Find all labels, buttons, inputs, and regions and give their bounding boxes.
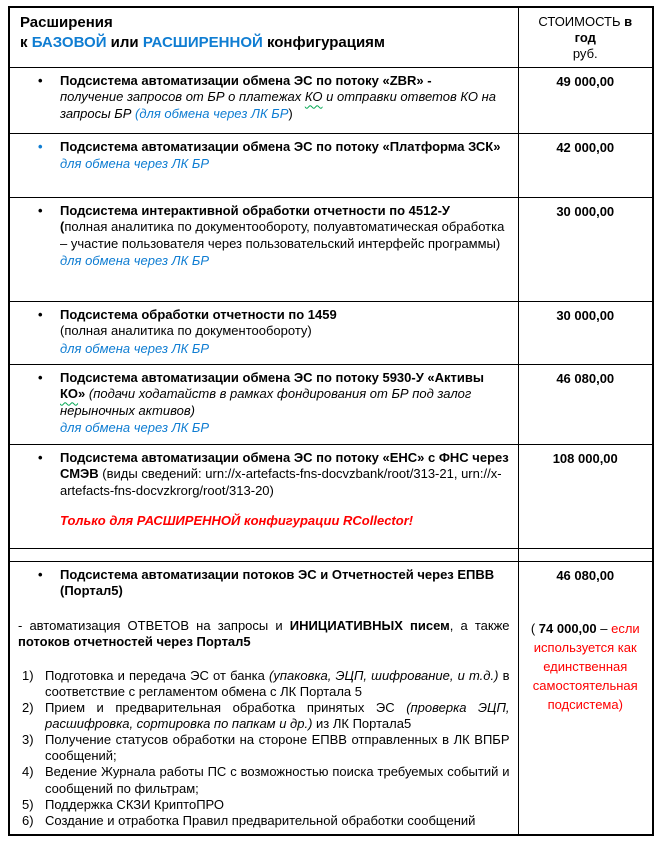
header-config-basic: БАЗОВОЙ	[31, 34, 107, 52]
row-zsk-text	[60, 139, 510, 172]
alt-price-open: (	[530, 621, 539, 637]
cost-unit: руб.	[572, 46, 598, 62]
row-title: Подсистема интерактивной обработки отчетности по 4512-У	[60, 203, 451, 219]
list-item	[22, 668, 510, 700]
list-item-text: Ведение Журнала работы ПС с возможностью поиска требуемых событий и сообщений по фильтрам;	[45, 764, 510, 796]
row-5930u-aktivy-ko	[9, 365, 653, 445]
para-part3: , а также	[449, 617, 510, 633]
alternative-price-note	[527, 620, 645, 714]
bullet-icon	[38, 307, 60, 356]
list-item-text: Подготовка и передача ЭС от банка	[45, 667, 269, 683]
row-ens-text	[60, 450, 510, 528]
bullet-icon	[38, 139, 60, 172]
row-description: получение запросов от БР о платежах	[60, 89, 305, 105]
price-value: 30 000,00	[518, 302, 653, 365]
para-part2: на запросы и	[189, 617, 290, 633]
list-item-number: 3)	[22, 732, 34, 748]
list-item-text-cont: из ЛК Портала5	[312, 716, 412, 732]
row-title: Подсистема автоматизации обмена ЭС по потоку 5930-У «Активы	[60, 370, 484, 386]
desc-open-paren: (	[60, 219, 65, 235]
list-item	[22, 700, 510, 732]
list-item-italic: (упаковка, ЭЦП, шифрование, и т.д.)	[269, 667, 499, 683]
para-bold-initiative: ИНИЦИАТИВНЫХ писем	[289, 617, 450, 633]
row-4512u	[9, 198, 653, 302]
row-5930u-text	[60, 370, 510, 435]
exchange-note: для обмена через ЛК БР	[60, 156, 209, 172]
para-caps-otvetov: ОТВЕТОВ	[127, 617, 190, 633]
table-header-row	[9, 7, 653, 68]
header-line2-mid: или	[106, 34, 143, 52]
cost-caps: СТОИМОСТЬ	[538, 14, 621, 29]
bullet-icon	[38, 567, 60, 599]
list-item-text: Получение статусов обработки на стороне ЕПВВ отправленных в ЛК ВПБР сообщений;	[45, 732, 510, 764]
row-epvv-title-wrap	[60, 567, 510, 599]
list-item-text-cont: в соответствие с регламентом обмена с ЛК Портала 5	[45, 667, 510, 699]
header-line1: Расширения	[20, 14, 113, 31]
list-item	[22, 764, 510, 796]
row-description-cont: и отправки ответов КО на запросы БР	[60, 89, 496, 121]
row-ens-fns-smev	[9, 445, 653, 549]
header-extensions-title	[9, 7, 518, 68]
list-item-text: Создание и отработка Правил предварительной обработки сообщений	[45, 812, 476, 828]
bullet-icon	[38, 370, 60, 435]
rcollector-warning: Только для РАСШИРЕННОЙ конфигурации RCollector!	[60, 512, 414, 528]
row-title: Подсистема автоматизации обмена ЭС по потоку «ZBR» -	[60, 73, 432, 89]
price-value: 30 000,00	[518, 198, 653, 302]
row-title: Подсистема автоматизации обмена ЭС по потоку «Платформа ЗСК»	[60, 139, 501, 155]
row-title: Подсистема обработки отчетности по 1459	[60, 307, 337, 323]
alt-price-dash: –	[596, 621, 612, 637]
row-zbr-text	[60, 73, 510, 121]
header-line2-prefix: к	[20, 34, 32, 52]
row-epvv-portal5	[9, 562, 653, 835]
exchange-note: для обмена через ЛК БР	[60, 419, 209, 435]
cost-per-year: в год	[574, 14, 633, 46]
header-cost-column	[518, 7, 653, 68]
header-line2-suffix: конфигурациям	[262, 34, 386, 52]
row-zbr	[9, 68, 653, 134]
price-value: 46 080,00	[556, 568, 615, 584]
header-config-extended: РАСШИРЕННОЙ	[142, 34, 263, 52]
bullet-icon	[38, 203, 60, 268]
price-value: 108 000,00	[518, 445, 653, 549]
list-item-number: 5)	[22, 796, 34, 812]
list-item-text: Поддержка СКЗИ КриптоПРО	[45, 796, 225, 812]
list-item-number: 1)	[22, 667, 34, 683]
row-4512u-text	[60, 203, 510, 268]
row-description: (полная аналитика по документообороту)	[60, 323, 312, 339]
list-item-number: 2)	[22, 699, 34, 715]
alt-price-condition: если используется как единственная самостоятельная подсистема)	[532, 621, 640, 712]
exchange-note: (для обмена через ЛК БР	[135, 105, 289, 121]
list-item	[22, 813, 510, 829]
list-item	[22, 732, 510, 764]
spacer-cell-left	[9, 549, 518, 562]
para-bold-flows: потоков отчетностей через Портал5	[18, 633, 251, 649]
row-platforma-zsk	[9, 134, 653, 198]
note-close-paren: )	[288, 105, 293, 121]
list-item-number: 4)	[22, 764, 34, 780]
row-description: полная аналитика по документообороту, полуавтоматическая обработка – участие пользователя через пользовательский интерфейс программы)	[60, 219, 505, 251]
price-value: 49 000,00	[518, 68, 653, 134]
row-description: (подачи ходатайств в рамках фондирования от БР под залог нерыночных активов)	[60, 386, 472, 418]
list-item	[22, 797, 510, 813]
list-item-text: Прием и предварительная обработка принятых ЭС	[45, 699, 407, 715]
para-part1: - автоматизация	[18, 617, 128, 633]
row-1459-text	[60, 307, 510, 356]
misspelled-word: КО	[60, 386, 79, 402]
exchange-note: для обмена через ЛК БР	[60, 252, 209, 268]
extensions-price-table	[8, 6, 654, 836]
bullet-icon	[38, 73, 60, 121]
list-item-number: 6)	[22, 812, 34, 828]
bullet-icon	[38, 450, 60, 528]
spacer-cell-right	[518, 549, 653, 562]
price-value: 46 080,00	[518, 365, 653, 445]
list-item-italic: (проверка ЭЦП, расшифровка, сортировка по папкам и др.)	[45, 699, 510, 732]
automation-paragraph	[18, 618, 510, 650]
row-title: Подсистема автоматизации обмена ЭС по потоку «ЕНС» с ФНС через СМЭВ	[60, 450, 509, 482]
row-1459	[9, 302, 653, 365]
price-value: 42 000,00	[518, 134, 653, 198]
exchange-note: для обмена через ЛК БР	[60, 340, 209, 356]
alt-price-amount: 74 000,00	[538, 621, 597, 637]
row-title-close: »	[78, 386, 86, 402]
features-numbered-list	[18, 668, 510, 829]
row-description: (виды сведений: urn://x-artefacts-fns-docvzbank/root/313-21, urn://x-artefacts-fns-docvzkrorg/root/313-20)	[60, 466, 502, 498]
row-title: Подсистема автоматизации потоков ЭС и Отчетностей через ЕПВВ (Портал5)	[60, 567, 495, 599]
misspelled-word: КО	[304, 89, 323, 105]
spacer-row	[9, 549, 653, 562]
